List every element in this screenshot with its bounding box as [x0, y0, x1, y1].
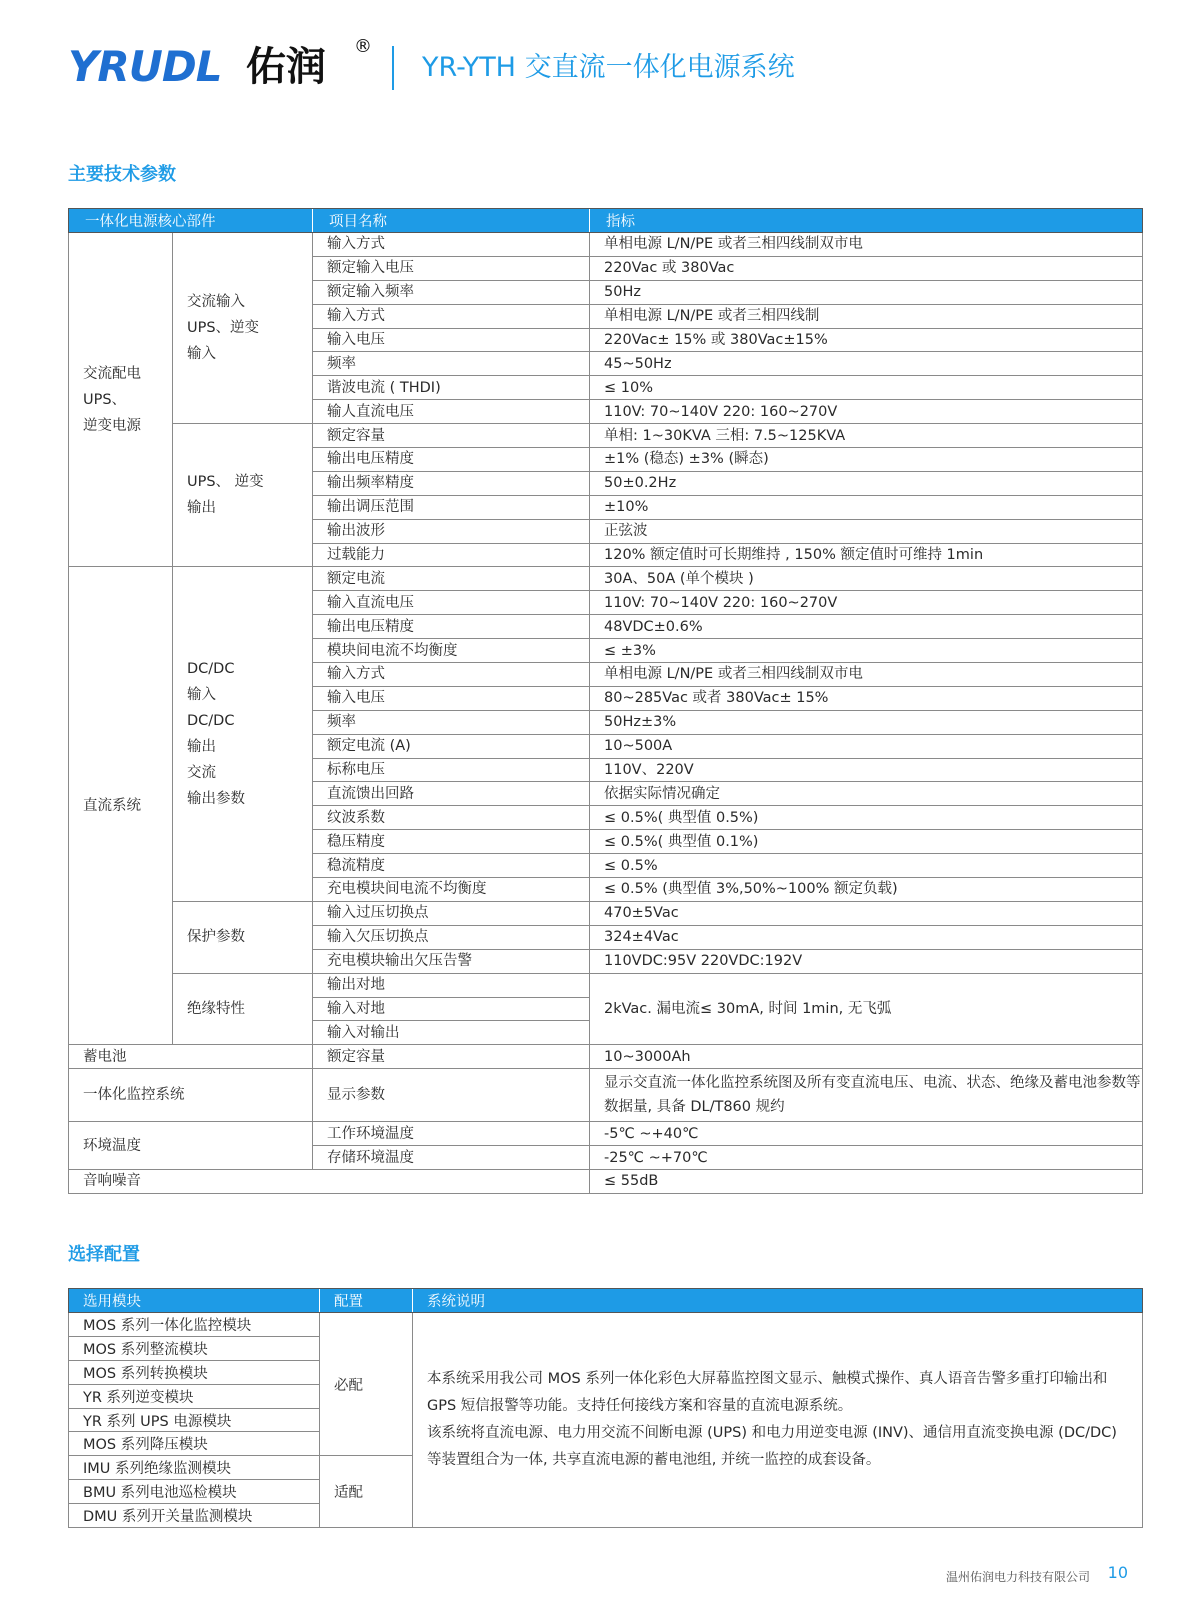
module-cell: MOS 系列降压模块: [69, 1432, 320, 1456]
value-cell: ≤ 0.5%( 典型值 0.5%): [590, 806, 1143, 830]
group-environment: 环境温度: [69, 1122, 313, 1170]
value-cell: ≤ 0.5% (典型值 3%,50%~100% 额定负载): [590, 878, 1143, 902]
module-cell: YR 系列逆变模块: [69, 1384, 320, 1408]
optional-cell: 适配: [320, 1456, 413, 1528]
item-cell: 额定容量: [313, 1045, 590, 1069]
module-cell: IMU 系列绝缘监测模块: [69, 1456, 320, 1480]
table-row: [69, 1169, 1143, 1193]
spec-col-item: 项目名称: [313, 209, 590, 233]
value-cell: 120% 额定值时可长期维持 , 150% 额定值时可维持 1min: [590, 543, 1143, 567]
spec-col-value: 指标: [590, 209, 1143, 233]
value-cell: 正弦波: [590, 519, 1143, 543]
table-row: [69, 233, 1143, 257]
value-cell: ≤ 10%: [590, 376, 1143, 400]
value-cell: 50Hz: [590, 280, 1143, 304]
table-row: [69, 1045, 1143, 1069]
spec-header-row: [69, 209, 1143, 233]
footer-company: 温州佑润电力科技有限公司: [945, 1570, 1090, 1584]
value-cell: 80~285Vac 或者 380Vac± 15%: [590, 686, 1143, 710]
subgroup-ac-input-label: 交流输入 UPS、逆变 输入: [187, 294, 260, 363]
item-cell: 额定电流 (A): [313, 734, 590, 758]
item-cell: 充电模块输出欠压告警: [313, 949, 590, 973]
item-cell: 输入方式: [313, 663, 590, 687]
value-cell: ≤ ±3%: [590, 639, 1143, 663]
value-cell: -25℃ ~+70℃: [590, 1146, 1143, 1170]
item-cell: 充电模块间电流不均衡度: [313, 878, 590, 902]
table-row: [69, 1122, 1143, 1146]
value-cell: 45~50Hz: [590, 352, 1143, 376]
page-header: [68, 38, 1148, 98]
subgroup-ups-output: [173, 424, 313, 567]
value-cell: 50±0.2Hz: [590, 471, 1143, 495]
value-cell: 110VDC:95V 220VDC:192V: [590, 949, 1143, 973]
item-cell: 输人直流电压: [313, 400, 590, 424]
system-description: [413, 1313, 1143, 1528]
item-cell: 输入方式: [313, 304, 590, 328]
item-cell: 额定输入频率: [313, 280, 590, 304]
table-row: [69, 901, 1143, 925]
item-cell: 频率: [313, 710, 590, 734]
value-cell: 110V: 70~140V 220: 160~270V: [590, 400, 1143, 424]
table-row: [69, 973, 1143, 997]
spec-table: [68, 208, 1143, 1194]
module-cell: MOS 系列转换模块: [69, 1360, 320, 1384]
header-divider: [392, 46, 394, 90]
item-cell: 模块间电流不均衡度: [313, 639, 590, 663]
item-cell: 纹波系数: [313, 806, 590, 830]
item-cell: 工作环境温度: [313, 1122, 590, 1146]
subgroup-insulation-label: 绝缘特性: [187, 1000, 245, 1017]
description-paragraph-2: 该系统将直流电源、电力用交流不间断电源 (UPS) 和电力用逆变电源 (INV)、通信用直流变换电源 (DC/DC) 等装置组合为一体, 共享直流电源的蓄电池组, 并统一监控的成套设备。: [427, 1425, 1117, 1468]
value-cell: 2kVac. 漏电流≤ 30mA, 时间 1min, 无飞弧: [590, 973, 1143, 1045]
group-dc-label: 直流系统: [83, 797, 141, 814]
registered-mark: ®: [354, 36, 372, 57]
table-row: [69, 567, 1143, 591]
subgroup-ups-output-label: UPS、 逆变 输出: [187, 474, 264, 517]
item-cell: 输出波形: [313, 519, 590, 543]
config-col-config: 配置: [320, 1289, 413, 1313]
group-noise: 音响噪音: [69, 1169, 590, 1193]
item-cell: 标称电压: [313, 758, 590, 782]
value-cell: 220Vac 或 380Vac: [590, 256, 1143, 280]
description-paragraph-1: 本系统采用我公司 MOS 系列一体化彩色大屏幕监控图文显示、触模式操作、真人语音告警多重打印输出和 GPS 短信报警等功能。支持任何接线方案和容量的直流电源系统。: [427, 1371, 1108, 1414]
item-cell: 输出频率精度: [313, 471, 590, 495]
value-cell: 48VDC±0.6%: [590, 615, 1143, 639]
config-table: [68, 1288, 1143, 1528]
item-cell: 额定电流: [313, 567, 590, 591]
item-cell: 输入电压: [313, 686, 590, 710]
item-cell: 输入对输出: [313, 1021, 590, 1045]
value-cell: 单相: 1~30KVA 三相: 7.5~125KVA: [590, 424, 1143, 448]
table-row: [69, 1069, 1143, 1122]
subgroup-protection: [173, 901, 313, 973]
brand-logo-latin: YRUDL: [68, 42, 222, 91]
spec-col-component: 一体化电源核心部件: [69, 209, 313, 233]
value-cell: 30A、50A (单个模块 ): [590, 567, 1143, 591]
value-cell: 依据实际情况确定: [590, 782, 1143, 806]
value-cell: 324±4Vac: [590, 925, 1143, 949]
item-cell: 直流馈出回路: [313, 782, 590, 806]
value-cell: 110V、220V: [590, 758, 1143, 782]
item-cell: 输入方式: [313, 233, 590, 257]
module-cell: YR 系列 UPS 电源模块: [69, 1408, 320, 1432]
group-ac-label: 交流配电 UPS、 逆变电源: [83, 365, 141, 434]
module-cell: MOS 系列一体化监控模块: [69, 1313, 320, 1337]
subgroup-dcdc: [173, 567, 313, 901]
value-cell: -5℃ ~+40℃: [590, 1122, 1143, 1146]
value-cell: 470±5Vac: [590, 901, 1143, 925]
table-row: [69, 1313, 1143, 1337]
subgroup-protection-label: 保护参数: [187, 929, 245, 946]
item-cell: 显示参数: [313, 1069, 590, 1122]
subgroup-ac-input: [173, 233, 313, 424]
value-cell: 单相电源 L/N/PE 或者三相四线制双市电: [590, 233, 1143, 257]
config-section-title: 选择配置: [68, 1244, 140, 1265]
group-dc: [69, 567, 173, 1045]
item-cell: 稳压精度: [313, 830, 590, 854]
product-title: YR-YTH 交直流一体化电源系统: [422, 52, 795, 83]
config-col-module: 选用模块: [69, 1289, 320, 1313]
item-cell: 过载能力: [313, 543, 590, 567]
item-cell: 输入过压切换点: [313, 901, 590, 925]
item-cell: 额定输入电压: [313, 256, 590, 280]
item-cell: 存储环境温度: [313, 1146, 590, 1170]
item-cell: 输入电压: [313, 328, 590, 352]
config-header-row: [69, 1289, 1143, 1313]
value-cell: ≤ 0.5%: [590, 854, 1143, 878]
module-cell: DMU 系列开关量监测模块: [69, 1504, 320, 1528]
item-cell: 频率: [313, 352, 590, 376]
spec-section-title: 主要技术参数: [68, 164, 176, 185]
group-ac: [69, 233, 173, 567]
item-cell: 输入直流电压: [313, 591, 590, 615]
value-cell: 110V: 70~140V 220: 160~270V: [590, 591, 1143, 615]
subgroup-dcdc-label: DC/DC 输入 DC/DC 输出 交流 输出参数: [187, 661, 245, 808]
item-cell: 输入欠压切换点: [313, 925, 590, 949]
item-cell: 输出调压范围: [313, 495, 590, 519]
value-cell: ≤ 0.5%( 典型值 0.1%): [590, 830, 1143, 854]
item-cell: 输出电压精度: [313, 615, 590, 639]
config-col-description: 系统说明: [413, 1289, 1143, 1313]
value-cell: ±10%: [590, 495, 1143, 519]
value-cell: ≤ 55dB: [590, 1169, 1143, 1193]
value-cell: 220Vac± 15% 或 380Vac±15%: [590, 328, 1143, 352]
item-cell: 谐波电流 ( THDI): [313, 376, 590, 400]
page-number: 10: [1107, 1563, 1128, 1582]
table-row: [69, 424, 1143, 448]
brand-logo-chinese: 佑润: [246, 44, 326, 90]
group-monitor: 一体化监控系统: [69, 1069, 313, 1122]
item-cell: 稳流精度: [313, 854, 590, 878]
value-cell: 单相电源 L/N/PE 或者三相四线制双市电: [590, 663, 1143, 687]
module-cell: BMU 系列电池巡检模块: [69, 1480, 320, 1504]
item-cell: 输出对地: [313, 973, 590, 997]
item-cell: 输入对地: [313, 997, 590, 1021]
value-cell: 10~500A: [590, 734, 1143, 758]
value-cell: 50Hz±3%: [590, 710, 1143, 734]
subgroup-insulation: [173, 973, 313, 1045]
group-battery: 蓄电池: [69, 1045, 313, 1069]
module-cell: MOS 系列整流模块: [69, 1336, 320, 1360]
item-cell: 输出电压精度: [313, 448, 590, 472]
value-cell: 显示交直流一体化监控系统图及所有变直流电压、电流、状态、绝缘及蓄电池参数等数据量, 具备 DL/T860 规约: [590, 1069, 1143, 1122]
value-cell: 单相电源 L/N/PE 或者三相四线制: [590, 304, 1143, 328]
item-cell: 额定容量: [313, 424, 590, 448]
value-cell: ±1% (稳态) ±3% (瞬态): [590, 448, 1143, 472]
required-cell: 必配: [320, 1313, 413, 1456]
value-cell: 10~3000Ah: [590, 1045, 1143, 1069]
